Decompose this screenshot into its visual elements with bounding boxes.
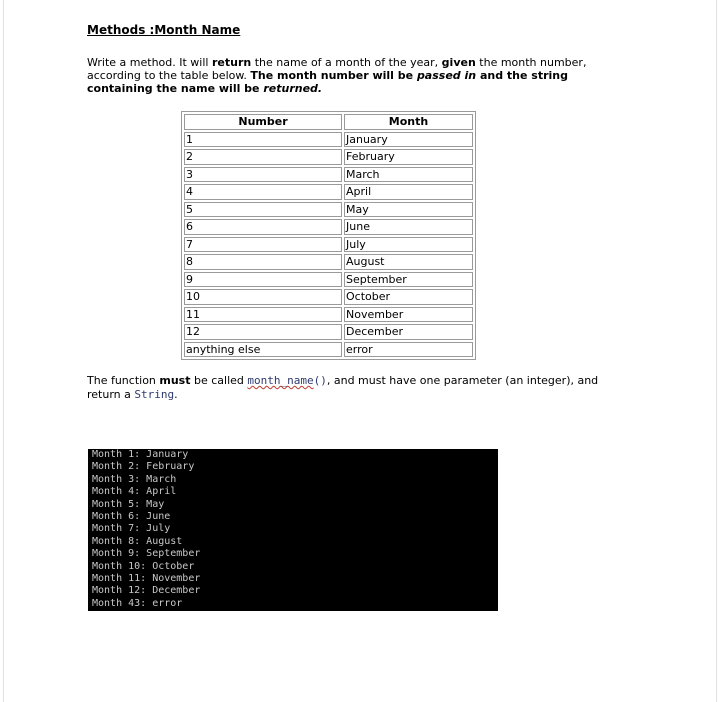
month-cell: January — [344, 132, 473, 148]
intro-paragraph — [87, 56, 632, 95]
console-line: Month 7: July — [92, 523, 171, 535]
month-cell: March — [344, 167, 473, 183]
intro-text: the name of a month of the year, — [251, 56, 442, 69]
table-row — [184, 254, 473, 270]
console-line: Month 4: April — [92, 486, 177, 498]
number-cell: 6 — [184, 219, 342, 235]
column-header-number: Number — [184, 114, 342, 130]
month-table — [181, 111, 476, 360]
console-line: Month 9: September — [92, 548, 201, 560]
month-cell: February — [344, 149, 473, 165]
number-cell: 10 — [184, 289, 342, 305]
number-cell: 7 — [184, 237, 342, 253]
month-cell: August — [344, 254, 473, 270]
console-output — [88, 449, 498, 611]
number-cell: 12 — [184, 324, 342, 340]
console-line: Month 1: January — [92, 449, 189, 460]
desc-bold-must: must — [159, 374, 191, 387]
intro-bold-statement: The month number will be passed in and the string containing the name will be returned. — [87, 69, 568, 95]
console-line: Month 5: May — [92, 498, 165, 510]
intro-text: Write a method. It will — [87, 56, 212, 69]
page-title: Methods :Month Name — [87, 23, 241, 37]
column-header-month: Month — [344, 114, 473, 130]
desc-text: , and must have one parameter (an integer), and return a — [87, 374, 599, 401]
intro-italic-passed-in: passed in — [416, 69, 477, 82]
month-cell: December — [344, 324, 473, 340]
month-cell: September — [344, 272, 473, 288]
code-function-name: month_name() — [247, 374, 327, 387]
console-line: Month 43: error — [92, 597, 183, 609]
page-edge-left — [3, 0, 4, 702]
console-line: Month 8: August — [92, 535, 183, 547]
table-row — [184, 342, 473, 358]
table-row — [184, 149, 473, 165]
intro-bold-given: given — [441, 56, 476, 69]
month-cell: June — [344, 219, 473, 235]
intro-italic-returned: returned. — [263, 82, 323, 95]
table-row — [184, 289, 473, 305]
table-row — [184, 219, 473, 235]
number-cell: 1 — [184, 132, 342, 148]
month-cell: April — [344, 184, 473, 200]
console-line: Month 11: November — [92, 572, 201, 584]
table-row — [184, 324, 473, 340]
number-cell: 5 — [184, 202, 342, 218]
number-cell: 9 — [184, 272, 342, 288]
spellcheck-squiggle: month_name — [247, 374, 314, 387]
desc-text: . — [174, 388, 178, 401]
table-row — [184, 202, 473, 218]
desc-text: The function — [87, 374, 160, 387]
console-line: Month 10: October — [92, 560, 195, 572]
console-line: Month 6: June — [92, 510, 171, 522]
table-row — [184, 272, 473, 288]
table-row — [184, 132, 473, 148]
number-cell: 2 — [184, 149, 342, 165]
month-cell: November — [344, 307, 473, 323]
month-cell: October — [344, 289, 473, 305]
table-row — [184, 184, 473, 200]
month-cell: error — [344, 342, 473, 358]
table-row — [184, 237, 473, 253]
number-cell: anything else — [184, 342, 342, 358]
table-row — [184, 307, 473, 323]
number-cell: 3 — [184, 167, 342, 183]
console-line: Month 2: February — [92, 461, 195, 473]
console-line: Month 3: March — [92, 473, 177, 485]
intro-text: the month number, according to the table below. — [87, 56, 587, 82]
code-string-type: String — [134, 388, 175, 401]
page-edge-right — [716, 0, 717, 702]
function-description — [87, 374, 632, 402]
table-row — [184, 167, 473, 183]
number-cell: 4 — [184, 184, 342, 200]
number-cell: 11 — [184, 307, 342, 323]
month-cell: May — [344, 202, 473, 218]
number-cell: 8 — [184, 254, 342, 270]
table-header-row — [184, 114, 473, 130]
intro-bold-return: return — [211, 56, 252, 69]
month-cell: July — [344, 237, 473, 253]
desc-text: be called — [190, 374, 248, 387]
console-line: Month 12: December — [92, 585, 201, 597]
